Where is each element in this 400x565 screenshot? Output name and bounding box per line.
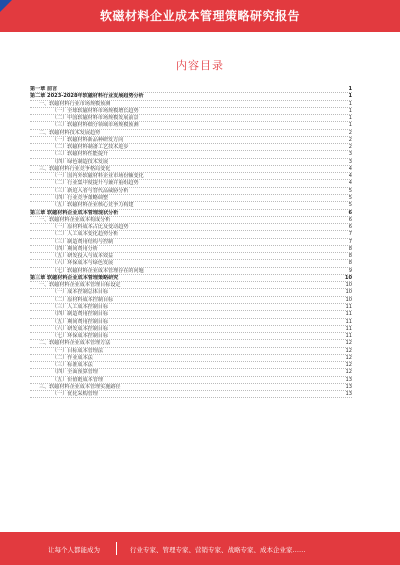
toc-entry-text: 一、软磁材料企业成本构成分析 [39, 216, 111, 223]
toc-entry[interactable] [30, 180, 352, 187]
toc-entry[interactable] [30, 93, 352, 100]
toc-entry[interactable] [30, 319, 352, 326]
toc-entry-text: （二）中国软磁材料市场规模发展前景 [52, 115, 139, 122]
toc-entry-text: （一）优化采购管理 [52, 391, 98, 398]
toc-entry-page: 10 [345, 289, 352, 296]
toc-entry[interactable] [30, 282, 352, 289]
toc-entry-text: （三）软磁材料性能提升 [52, 151, 109, 158]
toc-entry[interactable] [30, 122, 352, 129]
toc-entry[interactable] [30, 86, 352, 93]
toc-entry-page: 13 [345, 376, 352, 383]
toc-entry[interactable] [30, 289, 352, 296]
toc-entry-text: （二）原材料成本控制目标 [52, 296, 114, 303]
toc-entry-page: 4 [348, 165, 352, 172]
toc-entry-text: （五）价值链成本管理 [52, 376, 103, 383]
toc-entry[interactable] [30, 231, 352, 238]
toc-entry[interactable] [30, 384, 352, 391]
toc-entry-text: 二、软磁材料企业成本管理方法 [39, 340, 111, 347]
toc-entry-page: 7 [348, 238, 352, 245]
footer-divider [116, 542, 117, 555]
toc-entry-page: 12 [345, 354, 352, 361]
toc-entry-text: （四）绿色制造技术发展 [52, 158, 109, 165]
toc-entry-page: 8 [348, 260, 352, 267]
toc-entry-text: 二、软磁材料技术发展趋势 [39, 129, 101, 136]
footer-banner [0, 532, 400, 565]
toc-entry-page: 6 [348, 224, 352, 231]
toc-entry[interactable] [30, 210, 352, 217]
toc-entry-page: 4 [348, 180, 352, 187]
toc-entry-text: （二）人工成本变化趋势分析 [52, 231, 119, 238]
toc-entry-text: （二）软磁材料制备工艺技术进步 [52, 144, 129, 151]
toc-entry-page: 2 [348, 129, 352, 136]
toc-entry[interactable] [30, 108, 352, 115]
toc-entry-page: 1 [348, 107, 352, 114]
toc-entry-page: 1 [348, 122, 352, 129]
toc-entry[interactable] [30, 217, 352, 224]
toc-entry[interactable] [30, 297, 352, 304]
toc-entry-page: 12 [345, 362, 352, 369]
toc-entry[interactable] [30, 137, 352, 144]
toc-entry-text: （二）行业集中度提升与兼并重组趋势 [52, 180, 139, 187]
toc-entry-text: （五）软磁材料企业核心竞争力构建 [52, 202, 134, 209]
toc-entry[interactable] [30, 304, 352, 311]
toc-entry-page: 10 [344, 274, 352, 281]
toc-entry-text: （五）研发投入与成本效益 [52, 253, 114, 260]
report-title: 软磁材料企业成本管理策略研究报告 [99, 9, 300, 23]
toc-entry-text: （六）环保成本与绿色发展 [52, 260, 114, 267]
toc-entry[interactable] [30, 260, 352, 267]
toc-entry-text: 第一章 前言 [30, 86, 58, 92]
toc-entry-page: 12 [345, 340, 352, 347]
toc-entry-page: 8 [348, 253, 352, 260]
toc-entry-text: （四）全面预算管理 [52, 369, 98, 376]
toc-entry-text: （四）制造费用控制目标 [52, 311, 109, 318]
toc-entry-page: 5 [348, 194, 352, 201]
toc-entry[interactable] [30, 144, 352, 151]
toc-entry[interactable] [30, 311, 352, 318]
toc-entry-text: （一）软磁材料新品种研发方向 [52, 136, 124, 143]
toc-entry[interactable] [30, 195, 352, 202]
toc-entry[interactable] [30, 115, 352, 122]
toc-entry-text: 第三章 软磁材料企业成本管理策略研究 [30, 274, 119, 281]
toc-entry-page: 10 [345, 296, 352, 303]
toc-entry-page: 13 [345, 391, 352, 398]
table-of-contents [30, 86, 352, 398]
toc-entry-text: （一）目标成本管理法 [52, 347, 103, 354]
toc-entry-text: （四）行业竞争策略调整 [52, 194, 109, 201]
toc-entry-text: 一、软磁材料企业成本管理目标设定 [39, 282, 121, 289]
toc-entry-page: 11 [345, 311, 352, 318]
toc-entry-page: 2 [348, 136, 352, 143]
toc-entry[interactable] [30, 188, 352, 195]
toc-entry[interactable] [30, 239, 352, 246]
footer-slogan-right: 行业专家、管理专家、营销专家、战略专家、成本企业家…… [130, 546, 306, 554]
toc-entry[interactable] [30, 268, 352, 275]
toc-entry-text: （三）制造费用结构与控制 [52, 238, 114, 245]
toc-entry-page: 6 [348, 216, 352, 223]
toc-entry[interactable] [30, 333, 352, 340]
toc-entry-text: 一、软磁材料行业市场规模预测 [39, 100, 111, 107]
toc-entry-text: 第三章 软磁材料企业成本管理现状分析 [30, 209, 119, 216]
toc-entry-text: （二）作业成本法 [52, 354, 93, 361]
toc-entry[interactable] [30, 355, 352, 362]
report-header-banner [0, 0, 400, 32]
toc-entry[interactable] [30, 340, 352, 347]
toc-entry[interactable] [30, 362, 352, 369]
toc-heading: 内容目录 [176, 59, 224, 72]
toc-entry-page: 1 [348, 86, 352, 92]
toc-entry-page: 9 [348, 267, 352, 274]
toc-entry-text: （三）软磁材料细分领域市场规模预测 [52, 122, 139, 129]
toc-entry[interactable] [30, 391, 352, 398]
toc-entry-text: （四）期间费用分析 [52, 245, 98, 252]
toc-entry[interactable] [30, 130, 352, 137]
toc-entry-text: （一）全球软磁材料市场规模增长趋势 [52, 107, 139, 114]
toc-entry[interactable] [30, 326, 352, 333]
toc-entry-page: 1 [348, 100, 352, 107]
toc-entry-text: （三）人工成本控制目标 [52, 303, 109, 310]
toc-entry-page: 1 [348, 115, 352, 122]
toc-entry-text: （五）期间费用控制目标 [52, 318, 109, 325]
toc-entry[interactable] [30, 377, 352, 384]
toc-entry-text: （三）标准成本法 [52, 362, 93, 369]
toc-entry-page: 5 [348, 187, 352, 194]
toc-entry-page: 4 [348, 173, 352, 180]
toc-entry[interactable] [30, 224, 352, 231]
footer-slogan-left: 让每个人都能成为 [48, 546, 100, 554]
toc-entry-page: 7 [348, 231, 352, 238]
toc-entry-text: （一）成本控制总体目标 [52, 289, 109, 296]
header-corner-accent [0, 0, 12, 12]
toc-entry[interactable] [30, 348, 352, 355]
toc-entry-text: （七）环保成本控制目标 [52, 333, 109, 340]
toc-entry[interactable] [30, 246, 352, 253]
toc-entry-page: 8 [348, 245, 352, 252]
toc-entry-text: 三、软磁材料企业成本管理实施路径 [39, 383, 121, 390]
toc-entry-page: 11 [345, 303, 352, 310]
toc-entry-text: （一）原材料成本占比及变动趋势 [52, 224, 129, 231]
toc-entry-page: 3 [348, 158, 352, 165]
toc-entry-text: （一）国内外软磁材料企业市场份额变化 [52, 173, 144, 180]
toc-entry-page: 10 [345, 282, 352, 289]
toc-entry-page: 12 [345, 369, 352, 376]
toc-entry[interactable] [30, 159, 352, 166]
toc-entry-text: （六）研发成本控制目标 [52, 325, 109, 332]
toc-entry-page: 3 [348, 151, 352, 158]
toc-entry-page: 2 [348, 144, 352, 151]
toc-entry-text: 三、软磁材料行业竞争格局变化 [39, 165, 111, 172]
toc-entry-page: 11 [345, 333, 352, 340]
toc-entry[interactable] [30, 166, 352, 173]
toc-entry-page: 11 [345, 325, 352, 332]
toc-entry-page: 5 [348, 202, 352, 209]
toc-entry[interactable] [30, 369, 352, 376]
toc-entry-text: （三）新进入者与替代品威胁分析 [52, 187, 129, 194]
toc-entry-page: 13 [345, 383, 352, 390]
toc-entry[interactable] [30, 202, 352, 209]
toc-entry-page: 6 [348, 209, 352, 216]
toc-entry[interactable] [30, 151, 352, 158]
toc-entry-page: 1 [348, 93, 352, 100]
toc-entry-page: 11 [345, 318, 352, 325]
toc-entry-text: （七）软磁材料企业成本管理存在的问题 [52, 267, 144, 274]
toc-entry[interactable] [30, 253, 352, 260]
toc-entry[interactable] [30, 173, 352, 180]
toc-entry[interactable] [30, 101, 352, 108]
toc-entry[interactable] [30, 275, 352, 282]
toc-entry-text: 第二章 2023-2028年软磁材料行业发展趋势分析 [30, 93, 144, 100]
toc-entry-page: 12 [345, 347, 352, 354]
